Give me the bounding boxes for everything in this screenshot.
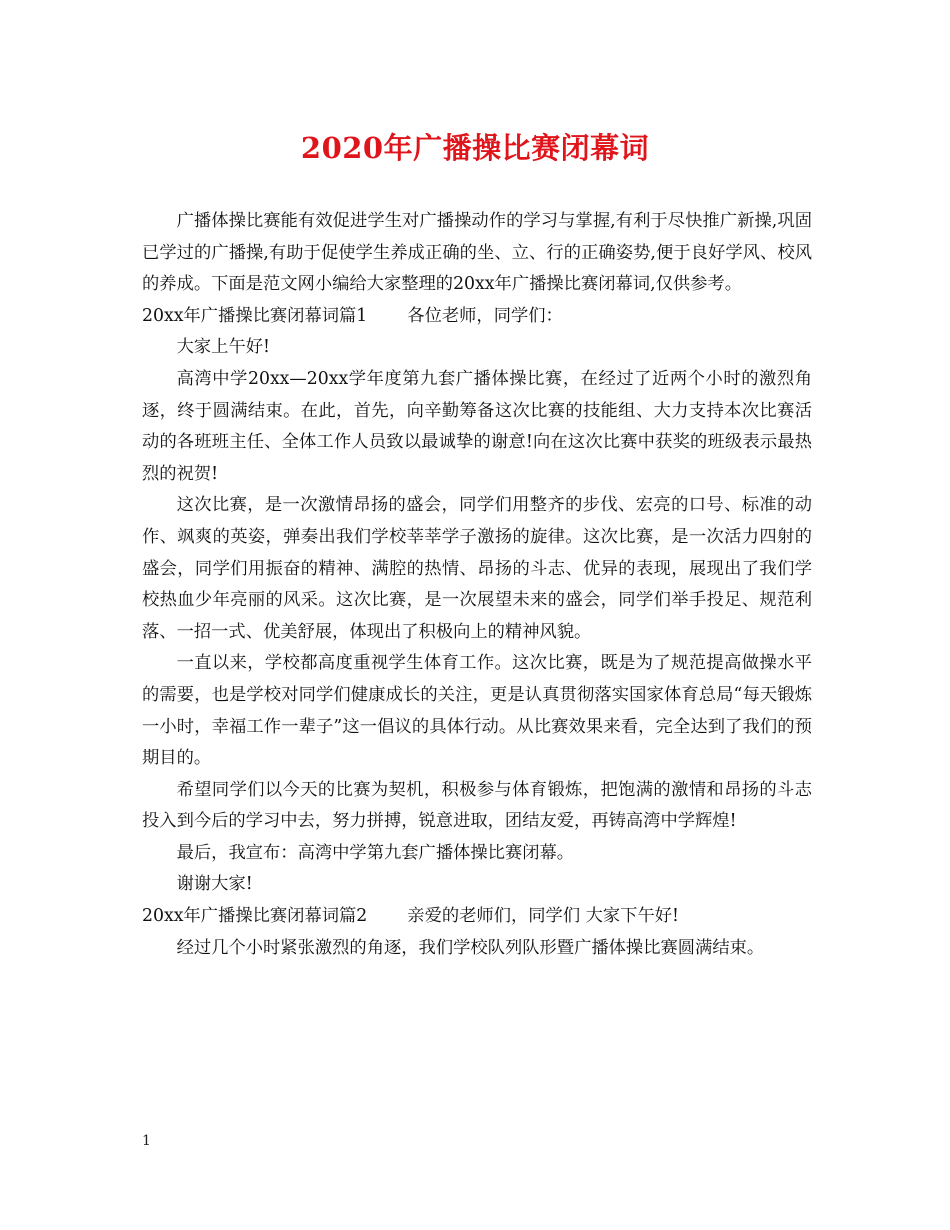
body-paragraph: 高湾中学20xx—20xx学年度第九套广播体操比赛，在经过了近两个小时的激烈角逐，终于圆满结束。在此，首先，向辛勤筹备这次比赛的技能组、大力支持本次比赛活动的各班班主任、全体工作人员致以最诚挚的谢意!向在这次比赛中获奖的班级表示最热烈的祝贺! <box>142 368 812 484</box>
intro-paragraph: 广播体操比赛能有效促进学生对广播操动作的学习与掌握,有利于尽快推广新操,巩固已学过的广播操,有助于促使学生养成正确的坐、立、行的正确姿势,便于良好学风、校风的养成。下面是范文网小编给大家整理的20xx年广播操比赛闭幕词,仅供参考。 <box>142 211 812 295</box>
section-1-line <box>142 301 812 333</box>
body-paragraph: 一直以来，学校都高度重视学生体育工作。这次比赛，既是为了规范提高做操水平的需要，也是学校对同学们健康成长的关注，更是认真贯彻落实国家体育总局“每天锻炼一小时，幸福工作一辈子”这一倡议的具体行动。从比赛效果来看，完全达到了我们的预期目的。 <box>142 653 812 769</box>
section-2-line <box>142 901 812 933</box>
body-paragraph: 这次比赛，是一次激情昂扬的盛会，同学们用整齐的步伐、宏亮的口号、标准的动作、飒爽的英姿，弹奏出我们学校莘莘学子激扬的旋律。这次比赛，是一次活力四射的盛会，同学们用振奋的精神、满腔的热情、昂扬的斗志、优异的表现，展现出了我们学校热血少年亮丽的风采。这次比赛，是一次展望未来的盛会，同学们举手投足、规范利落、一招一式、优美舒展，体现出了积极向上的精神风貌。 <box>142 495 812 642</box>
page-number: 1 <box>142 1133 151 1149</box>
section-1-salutation: 各位老师，同学们： <box>407 305 563 326</box>
document-body <box>142 206 812 964</box>
section-2-heading: 20xx年广播操比赛闭幕词篇2 <box>142 906 368 927</box>
body-paragraph: 经过几个小时紧张激烈的角逐，我们学校队列队形暨广播体操比赛圆满结束。 <box>176 937 765 958</box>
closing-paragraph: 最后，我宣布：高湾中学第九套广播体操比赛闭幕。 <box>176 842 575 863</box>
section-2-salutation: 亲爱的老师们，同学们 大家下午好! <box>407 906 679 927</box>
section-1-heading: 20xx年广播操比赛闭幕词篇1 <box>142 305 368 326</box>
body-paragraph: 希望同学们以今天的比赛为契机，积极参与体育锻炼，把饱满的激情和昂扬的斗志投入到今后的学习中去，努力拼搏，锐意进取，团结友爱，再铸高湾中学辉煌! <box>142 779 812 832</box>
thanks-paragraph: 谢谢大家! <box>176 874 253 895</box>
greeting-paragraph: 大家上午好! <box>176 337 270 358</box>
document-title: 2020年广播操比赛闭幕词 <box>300 131 650 165</box>
